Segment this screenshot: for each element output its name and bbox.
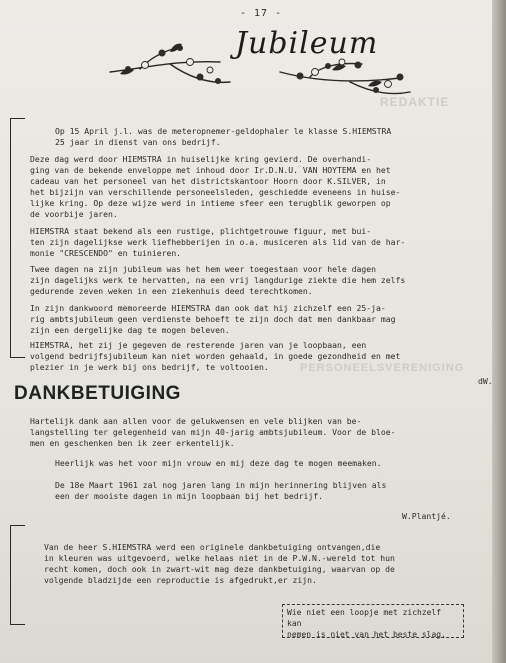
article-paragraph: HIEMSTRA staat bekend als een rustige, plichtgetrouwe figuur, met bui- ten zijn dagelijkse werk liefhebberijen in o.a. musiceren als lid van de har- monie "CRESCENDO" en tuinieren. [30,226,406,258]
note-bracket [10,525,25,625]
thanks-paragraph: Hartelijk dank aan allen voor de gelukwensen en vele blijken van be- langstelling ter gelegenheid van mijn 40-jarig ambtsjubileum. Voor de bloe- men en geschenken ben ik zeer erkentelijk. [30,416,396,448]
article-bracket [10,118,25,358]
masthead-title: Jubileum [235,26,379,61]
thanks-paragraph: Heerlijk was het voor mijn vrouw en mij deze dag te mogen meemaken. [55,458,382,468]
page-edge-shadow [492,0,506,663]
quote-box: Wie niet een loopje met zichzelf kan nemen is niet van het beste slag. [282,604,464,638]
thanks-heading: DANKBETUIGING [14,383,181,404]
article-paragraph: Twee dagen na zijn jubileum was het hem weer toegestaan voor hele dagen zijn dagelijks werk te hervatten, na een vrij langdurige ziekte die hem zelfs gedurende zeven weken in een ziekenhuis deed terechtkomen. [30,264,406,296]
masthead [100,22,420,102]
article-paragraph: Deze dag werd door HIEMSTRA in huiselijke kring gevierd. De overhandi- ging van de bekende enveloppe met inhoud door Ir.D.N.U. VAN HOYTEMA en het cadeau van het personeel van het districtskantoor Hoorn door K.SILVER, in het bijzijn van verschillende personeelsleden, geschiedde eveneens in huise- lijke kring. Op deze wijze werd in intieme sfeer een terugblik geworpen op de voorbije jaren. [30,154,401,219]
thanks-paragraph: De 18e Maart 1961 zal nog jaren lang in mijn herinnering blijven als een der mooiste dagen in mijn loopbaan bij het bedrijf. [55,480,387,501]
page-number: - 17 - [240,8,283,19]
thanks-signature: W.Plantjé. [402,511,451,521]
article-paragraph: In zijn dankwoord memoreerde HIEMSTRA dan ook dat hij zichzelf een 25-ja- rig ambtsjubileum geen verdienste behoeft te zijn doch dat men dankbaar mag zijn een dergelijke dag te mogen beleven. [30,303,396,335]
bleed-through-text: PERSONEELSVERENIGING [300,362,465,374]
bleed-through-text: REDAKTIE [380,95,450,109]
article-paragraph: Op 15 April j.l. was de meteropnemer-geldophaler le klasse S.HIEMSTRA 25 jaar in dienst van ons bedrijf. [55,126,392,147]
note-paragraph: Van de heer S.HIEMSTRA werd een originele dankbetuiging ontvangen,die in kleuren was uitgevoerd, welke helaas niet in de P.W.N.-wereld tot hun recht komen, doch ook in zwart-wit mag deze dankbetuiging, waarvan op de volgende bladzijde een reproductie is afgedrukt,er zijn. [44,542,395,585]
article-signature: dW. [478,376,493,386]
article-paragraph: HIEMSTRA, het zij je gegeven de resterende jaren van je loopbaan, een volgend bedrijfsjubileum kan niet worden gehaald, in goede gezondheid en met plezier in je werk bij ons bedrijf, te voltooien. [30,340,401,372]
